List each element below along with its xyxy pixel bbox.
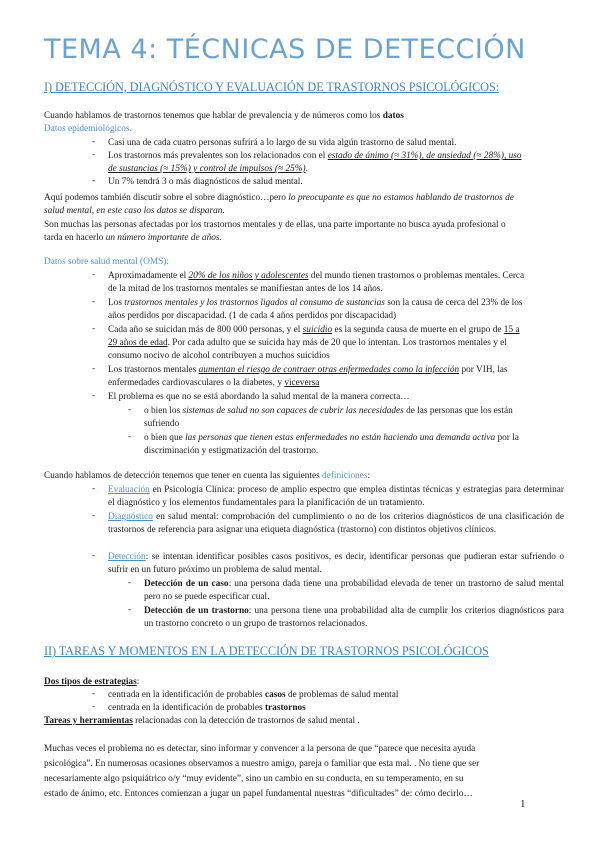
final-line-1: Muchas veces el problema no es detectar, sino informar y convencer a la persona de que “parece que necesita ayuda	[44, 744, 476, 754]
oms-bullet-4: Los trastornos mentales aumentan el riesgo de contraer otras enfermedades como la infección por VIH, las	[108, 365, 508, 375]
bullet-dash: -	[92, 551, 96, 561]
bullet-dash: -	[92, 702, 96, 712]
oms-label: Datos sobre salud mental (OMS):	[44, 257, 169, 267]
bullet-dash: -	[92, 176, 96, 186]
bullet-dash: -	[92, 297, 96, 307]
oms-bullet-1-cont: de la mitad de los trastornos mentales se manifiestan antes de los 14 años.	[108, 284, 383, 294]
epi-bullet-2: Los trastornos más prevalentes son los relacionados con el estado de ánimo (≈ 31%), de ansiedad (≈ 28%), uso	[108, 151, 522, 161]
def-deteccion: Detección: se intentan identificar posibles casos positivos, es decir, identificar personas que pudieran estar sufriendo o sufrir en un futuro próximo un problema de salud mental.	[108, 552, 564, 575]
oms-bullet-2: Los trastornos mentales y los trastornos ligados al consumo de sustancias son la causa de cerca del 23% de los	[108, 298, 523, 308]
bullet-dash: -	[92, 270, 96, 280]
oms-sub-bullet-1-cont: sufriendo	[144, 419, 180, 429]
tasks-line: Tareas y herramientas relacionadas con la detección de trastornos de salud mental .	[44, 716, 360, 726]
strategy-2: centrada en la identificación de probables trastornos	[108, 703, 306, 713]
oms-bullet-1: Aproximadamente el 20% de los niños y adolescentes del mundo tienen trastornos o problemas mentales. Cerca	[108, 271, 525, 281]
bullet-dash: -	[92, 324, 96, 334]
final-line-2: psicológica”. En numerosas ocasiones observamos a nuestro amigo, pareja o familiar que esta mal. . No tiene que ser	[44, 759, 480, 769]
final-line-4: estado de ánimo, etc. Entonces comienzan a jugar un papel fundamental nuestras “dificultades” de: cómo decirlo…	[44, 789, 473, 799]
page-number: 1	[520, 798, 526, 810]
bullet-dash: -	[128, 578, 132, 588]
bullet-dash: -	[128, 405, 132, 415]
oms-sub-bullet-2-cont: discriminación y estigmatización del trastorno.	[144, 446, 319, 456]
oms-sub-bullet-1: o bien los sistemas de salud no son capaces de cubrir las necesidades de las personas que los están	[144, 406, 513, 416]
oms-bullet-4-cont: enfermedades cardiovasculares o la diabetes, y viceversa	[108, 378, 320, 388]
oms-bullet-5: El problema es que no se está abordando la salud mental de la manera correcta…	[108, 392, 410, 402]
oms-sub-bullet-2: o bien que las personas que tienen estas enfermedades no están haciendo una demanda activa por la	[144, 433, 519, 443]
section-2-heading: II) TAREAS Y MOMENTOS EN LA DETECCIÓN DE TRASTORNOS PSICOLÓGICOS	[44, 644, 489, 658]
oms-bullet-3-cont-2: consumo nocivo de alcohol contribuyen a muchos suicidios	[108, 351, 330, 361]
epi-bullet-2-cont: de sustancias (≈ 15%) y control de impulsos (≈ 25%).	[108, 164, 308, 174]
para-1-line-2: salud mental, en este caso los datos se disparan.	[44, 206, 225, 216]
def-evaluacion: Evaluación en Psicología Clínica: proceso de amplio espectro que emplea distintas técnicas y estrategias para determinar el diagnóstico y los elementos fundamentales para la planificación de un tratamiento.	[108, 485, 564, 508]
para-2-line-2: tarda en hacerlo un número importante de años.	[44, 233, 222, 243]
oms-bullet-3-cont: 29 años de edad. Por cada adulto que se suicida hay más de 20 que lo intentan. Los trastornos mentales y el	[108, 338, 507, 348]
defs-intro: Cuando hablamos de detección tenemos que tener en cuenta las siguientes definiciones:	[44, 471, 371, 481]
section-1-heading: I) DETECCIÓN, DIAGNÓSTICO Y EVALUACIÓN DE TRASTORNOS PSICOLÓGICOS:	[44, 80, 500, 94]
bullet-dash: -	[92, 689, 96, 699]
epi-label: Datos epidemiológicos.	[44, 124, 132, 134]
strategy-1: centrada en la identificación de probables casos de problemas de salud mental	[108, 690, 399, 700]
bullet-dash: -	[92, 137, 96, 147]
para-1-line-1: Aquí podemos también discutir sobre el sobre diagnóstico…pero lo preocupante es que no estamos hablando de trastornos de	[44, 193, 514, 203]
strategies-label: Dos tipos de estrategias:	[44, 677, 140, 687]
epi-bullet-3: Un 7% tendrá 3 o más diagnósticos de salud mental.	[108, 177, 303, 187]
def-diagnostico: Diagnóstico en salud mental: comprobación del cumplimiento o no de los criterios diagnósticos de una clasificación de trastornos de referencia para asignar una etiqueta diagnóstica (trastorno) con distintos objetivos clínicos.	[108, 512, 564, 535]
bullet-dash: -	[92, 150, 96, 160]
bullet-dash: -	[128, 605, 132, 615]
epi-bullet-1: Casi una de cada cuatro personas sufrirá a lo largo de su vida algún trastorno de salud mental.	[108, 138, 457, 148]
page-title: TEMA 4: TÉCNICAS DE DETECCIÓN	[44, 34, 526, 65]
bullet-dash: -	[128, 432, 132, 442]
def-deteccion-caso: Detección de un caso: una persona dada tiene una probabilidad elevada de tener un trastorno de salud mental pero no se puede especificar cual.	[144, 579, 564, 602]
oms-bullet-3: Cada año se suicidan más de 800 000 personas, y el suicidio es la segunda causa de muerte en el grupo de 15 a	[108, 325, 520, 335]
bullet-dash: -	[92, 484, 96, 494]
oms-bullet-2-cont: años perdidos por discapacidad. (1 de cada 4 años perdidos por discapacidad)	[108, 311, 397, 321]
bullet-dash: -	[92, 511, 96, 521]
bullet-dash: -	[92, 391, 96, 401]
bullet-dash: -	[92, 364, 96, 374]
intro-line: Cuando hablamos de trastornos tenemos que hablar de prevalencia y de números como los datos	[44, 111, 404, 121]
final-line-3: necesariamente algo psiquiátrico o/y “muy evidente”, sino un cambio en su conducta, en su temperamento, en su	[44, 774, 464, 784]
def-deteccion-trastorno: Detección de un trastorno: una persona tiene una probabilidad alta de cumplir los criterios diagnósticos para un trastorno concreto o un grupo de trastornos relacionados.	[144, 606, 565, 629]
para-2-line-1: Son muchas las personas afectadas por los trastornos mentales y de ellas, una parte importante no busca ayuda profesional o	[44, 220, 506, 230]
